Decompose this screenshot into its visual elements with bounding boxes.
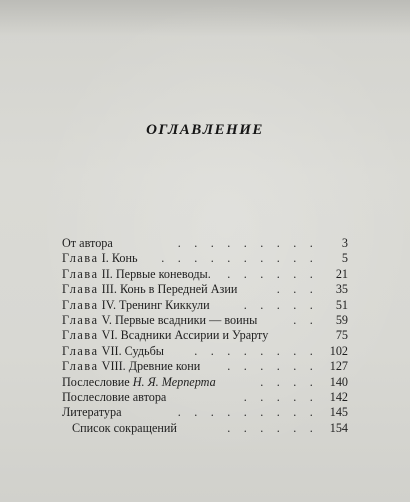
toc-page-number: 145 (329, 405, 348, 420)
toc-entry-text: Послесловие (62, 374, 133, 389)
dot-leader: . . . . . (243, 297, 318, 312)
toc-entry (62, 405, 348, 420)
toc-entry-text: III. Конь в Передней Азии (101, 282, 238, 297)
toc-entry-label (62, 313, 257, 328)
toc-entry-text: IV. Тренинг Киккули (101, 297, 210, 312)
toc-entry-text: V. Первые всадники — воины (101, 312, 258, 327)
bleed-through-shadow (0, 0, 410, 36)
toc-page-number: 59 (335, 312, 348, 327)
toc-entry-author: Н. Я. Мерперта (132, 374, 216, 389)
toc-page-number: 102 (329, 343, 348, 358)
dot-leader: . . . (276, 282, 318, 297)
chapter-prefix: Глава (62, 282, 99, 297)
dot-leader: . . . . . . . . . (177, 405, 318, 420)
toc-entry-text: I. Конь (101, 251, 138, 266)
toc-page-number: 3 (341, 236, 348, 250)
dot-leader: . . . . . (243, 389, 318, 404)
toc-page-number: 127 (329, 359, 348, 374)
dot-leader: . . . . . . . . (194, 343, 318, 358)
toc-entry (62, 390, 348, 405)
toc-page-number: 154 (329, 420, 348, 435)
toc-entry-text: Литература (62, 405, 122, 420)
toc-entry (62, 421, 348, 436)
toc-entry-label (62, 405, 121, 420)
toc-entry-text: Послесловие автора (62, 389, 167, 404)
toc-entry-label (62, 344, 164, 359)
toc-entry (62, 328, 348, 343)
toc-entry (62, 313, 348, 328)
toc-entry (62, 344, 348, 359)
toc-entry-label (62, 328, 268, 343)
toc-entry-text: Список сокращений (72, 420, 177, 435)
toc-entry-label (62, 298, 210, 313)
toc-entry-text: VII. Судьбы (101, 343, 164, 358)
chapter-prefix: Глава (62, 266, 99, 281)
toc-page-number: 142 (329, 389, 348, 404)
chapter-prefix: Глава (62, 312, 99, 327)
dot-leader: . . . . . . (227, 420, 318, 435)
dot-leader: . . . . . . . . . (177, 236, 318, 250)
toc-entry-label (62, 251, 138, 266)
toc-entry (62, 267, 348, 282)
toc-entry (62, 236, 348, 251)
page-title: ОГЛАВЛЕНИЕ (146, 122, 264, 138)
toc-entry-label (62, 375, 216, 390)
chapter-prefix: Глава (62, 328, 99, 343)
toc-entry-label (62, 282, 237, 297)
dot-leader: . . . . . . (227, 359, 318, 374)
table-of-contents (62, 236, 348, 436)
toc-entry (62, 251, 348, 266)
dot-leader: . . . . (260, 374, 318, 389)
toc-entry (62, 282, 348, 297)
toc-entry-label (62, 359, 200, 374)
toc-entry-label (62, 267, 211, 282)
dot-leader: . . (293, 312, 318, 327)
toc-entry-text: VIII. Древние кони (101, 359, 201, 374)
chapter-prefix: Глава (62, 343, 99, 358)
toc-entry-label (72, 421, 177, 436)
chapter-prefix: Глава (62, 359, 99, 374)
toc-entry-label (62, 390, 166, 405)
toc-entry-text: VI. Всадники Ассирии и Урарту (101, 328, 269, 343)
toc-entry-text: II. Первые коневоды. (101, 266, 211, 281)
dot-leader: . . . . . . (227, 266, 318, 281)
toc-page-number: 21 (335, 266, 348, 281)
chapter-prefix: Глава (62, 251, 99, 266)
toc-entry-text: От автора (62, 236, 113, 250)
toc-page-number: 51 (335, 297, 348, 312)
toc-entry-label (62, 236, 113, 251)
toc-page-number: 35 (335, 282, 348, 297)
toc-page-number: 140 (329, 374, 348, 389)
toc-entry (62, 375, 348, 390)
dot-leader: . . . . . . . . . . (161, 251, 318, 266)
chapter-prefix: Глава (62, 297, 99, 312)
toc-page-number: 75 (335, 328, 348, 343)
toc-entry (62, 298, 348, 313)
toc-page-number: 5 (341, 251, 348, 266)
toc-entry (62, 359, 348, 374)
